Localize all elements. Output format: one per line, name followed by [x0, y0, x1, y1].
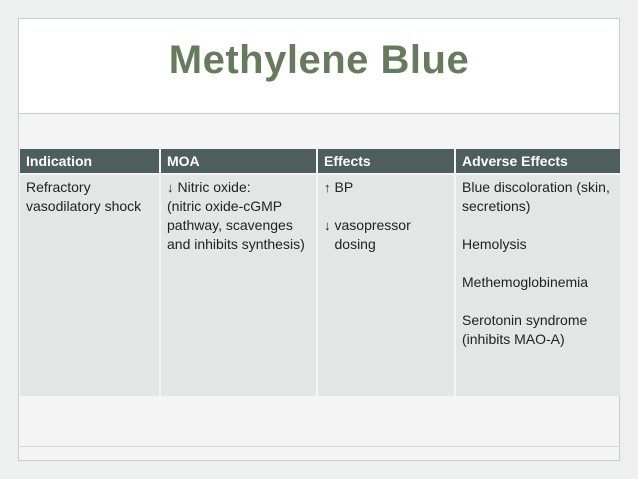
- moa-line: [167, 178, 310, 197]
- drug-table: [20, 149, 620, 396]
- cell-effects: [317, 174, 455, 396]
- cell-indication: [20, 174, 160, 396]
- slide-title: Methylene Blue: [168, 38, 470, 82]
- moa-detail: (nitric oxide-cGMP pathway, scavenges and inhibits synthesis): [167, 198, 305, 252]
- effect-vasopressor-text: vasopressor dosing: [334, 217, 411, 252]
- effect-item-vasopressor: [324, 216, 448, 254]
- up-arrow-icon: ↑: [324, 180, 331, 195]
- indication-text: Refractory vasodilatory shock: [26, 179, 142, 214]
- header-moa: MOA: [160, 149, 317, 174]
- header-indication: Indication: [20, 149, 160, 174]
- down-arrow-icon: ↓: [167, 180, 174, 195]
- effect-bp-text: BP: [334, 179, 354, 195]
- footer-divider: [18, 446, 620, 447]
- moa-headline: Nitric oxide:: [177, 179, 251, 195]
- table-header-row: [20, 149, 620, 174]
- down-arrow-icon: ↓: [324, 218, 331, 233]
- header-effects: Effects: [317, 149, 455, 174]
- adverse-item-discoloration: Blue discoloration (skin, secretions): [462, 179, 610, 214]
- adverse-item-methemoglobinemia: Methemoglobinemia: [462, 274, 589, 290]
- adverse-item-hemolysis: Hemolysis: [462, 236, 527, 252]
- table-row: [20, 174, 620, 396]
- cell-moa: [160, 174, 317, 396]
- cell-adverse-effects: [455, 174, 620, 396]
- header-adverse-effects: Adverse Effects: [455, 149, 620, 174]
- adverse-item-serotonin: Serotonin syndrome (inhibits MAO-A): [462, 312, 588, 347]
- effect-item-bp: [324, 178, 448, 197]
